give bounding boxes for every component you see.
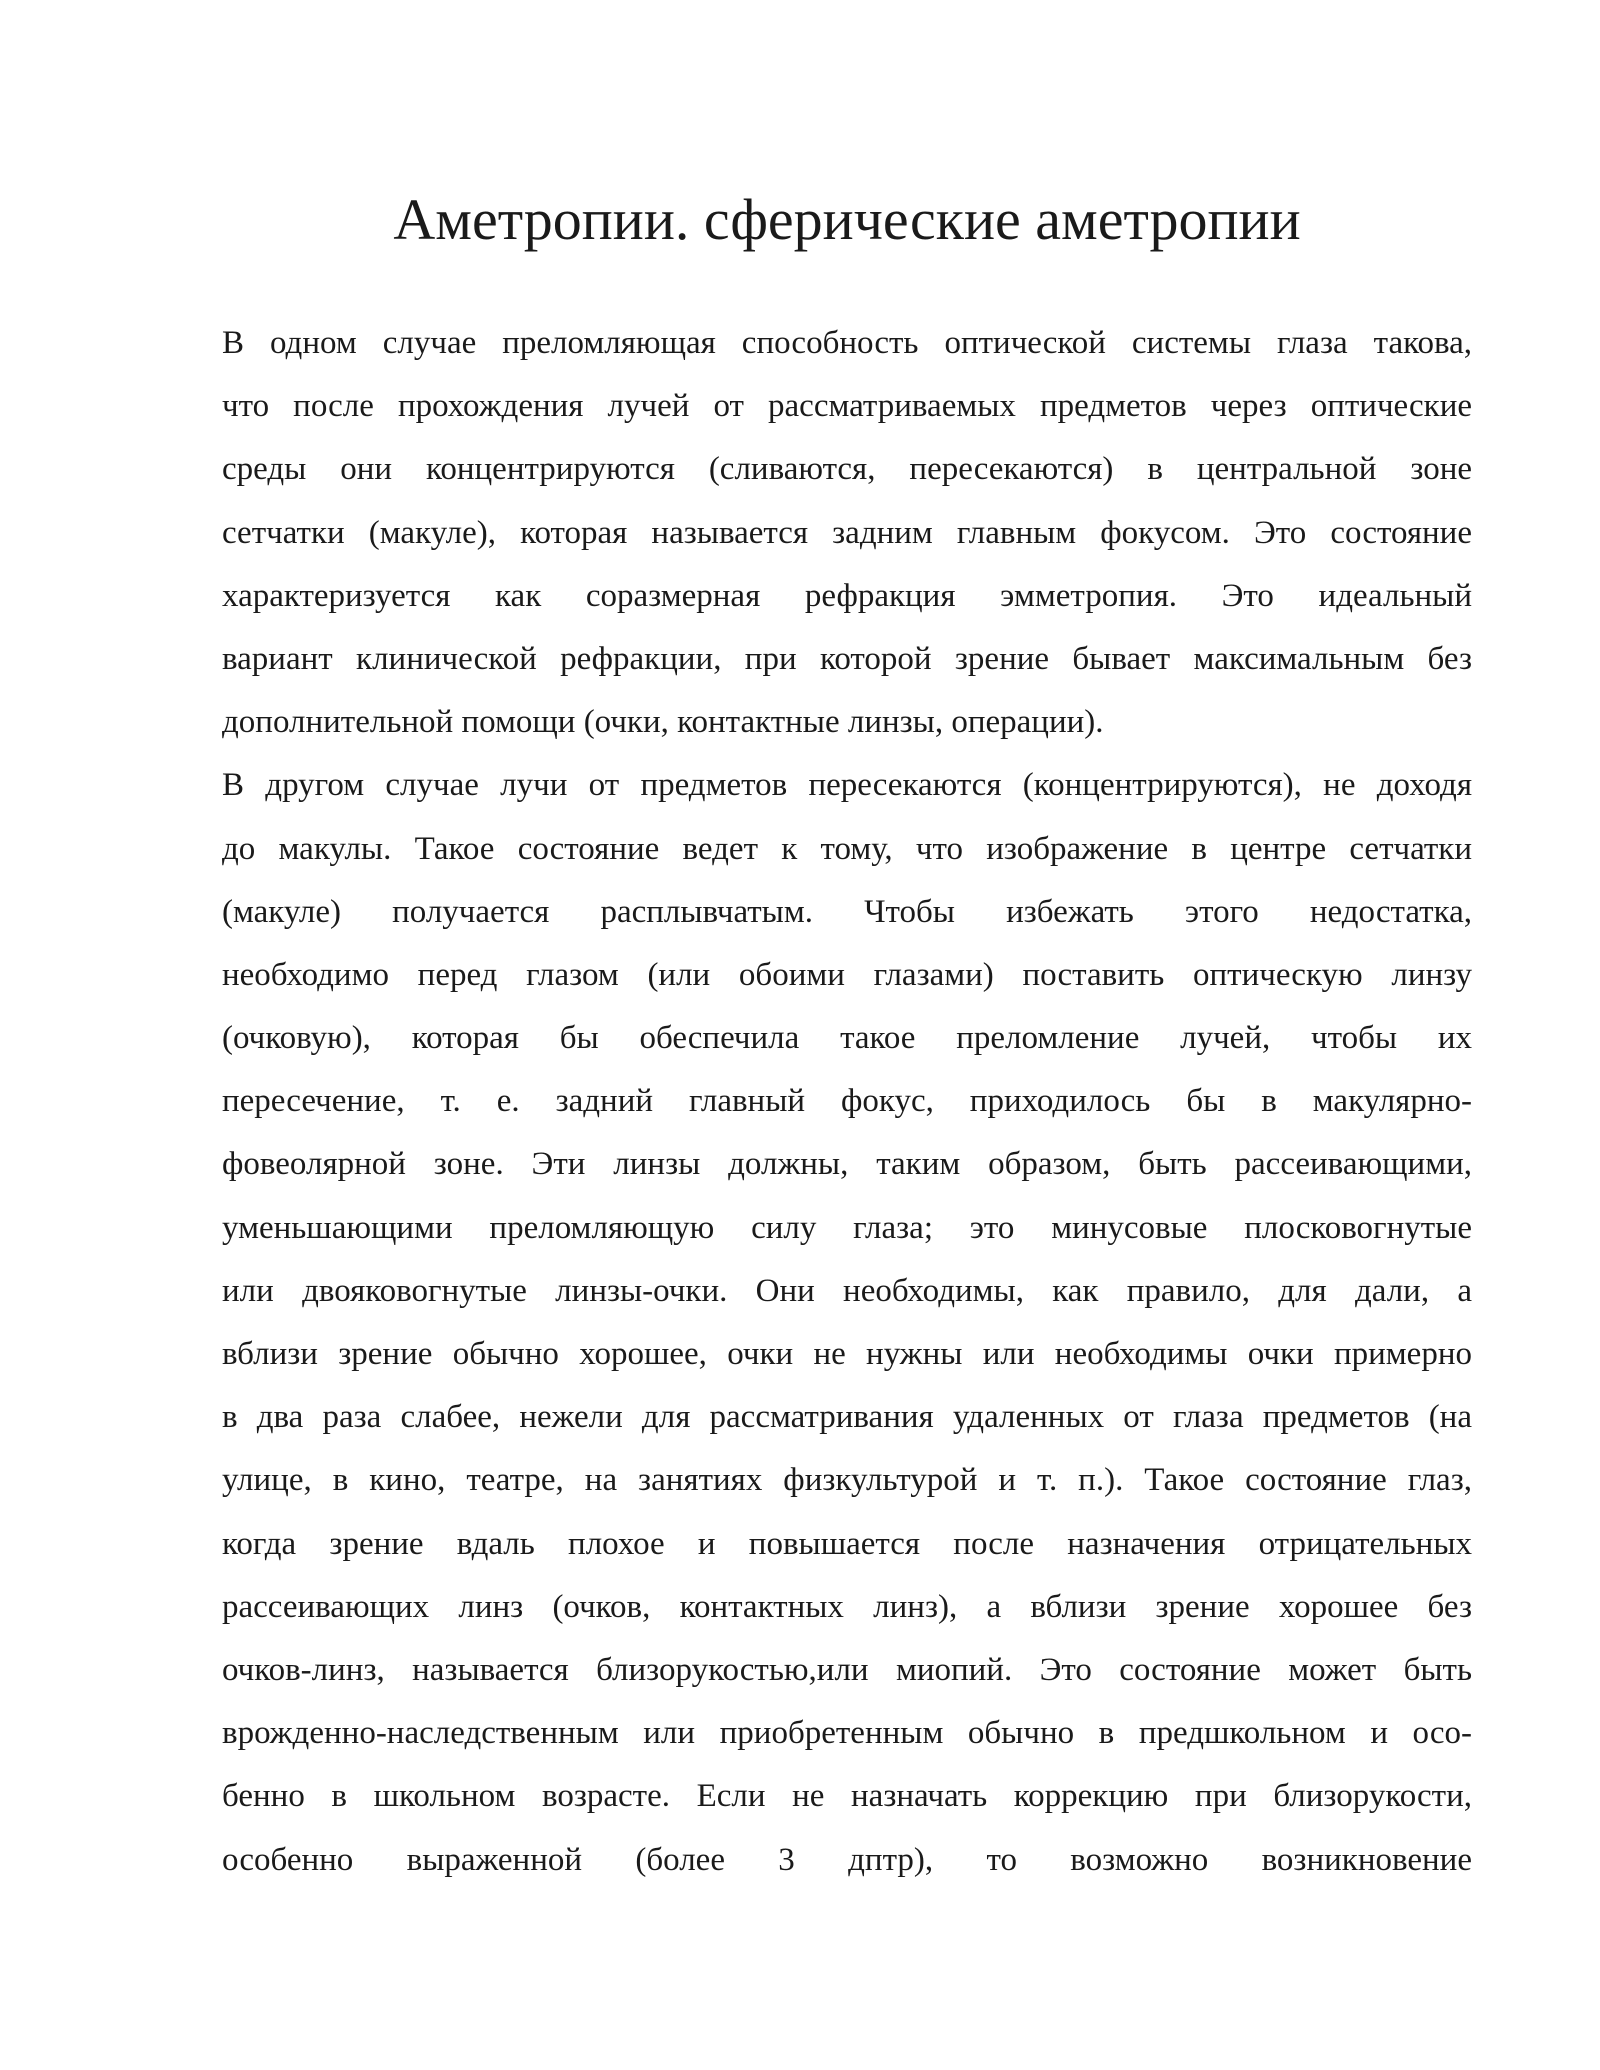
text-line: фовеолярной зоне. Эти линзы должны, таким образом, быть рассеивающими, (222, 1146, 1472, 1183)
text-line: что после прохождения лучей от рассматриваемых предметов через оптические (222, 388, 1472, 425)
text-line: рассеивающих линз (очков, контактных линз), а вблизи зрение хорошее без (222, 1588, 1472, 1625)
text-line: дополнительной помощи (очки, контактные линзы, операции). (222, 704, 1104, 741)
text-line: необходимо перед глазом (или обоими глазами) поставить оптическую линзу (222, 956, 1472, 993)
text-line: уменьшающими преломляющую силу глаза; это минусовые плосковогнутые (222, 1209, 1472, 1246)
text-line: характеризуется как соразмерная рефракция эмметропия. Это идеальный (222, 577, 1472, 614)
document-body (222, 312, 1472, 1892)
text-line: (очковую), которая бы обеспечила такое преломление лучей, чтобы их (222, 1020, 1472, 1057)
text-line: В одном случае преломляющая способность оптической системы глаза такова, (222, 325, 1472, 361)
text-line: сетчатки (макуле), которая называется задним главным фокусом. Это состояние (222, 514, 1472, 551)
text-line: вблизи зрение обычно хорошее, очки не нужны или необходимы очки примерно (222, 1336, 1472, 1372)
text-line: врожденно-наследственным или приобретенным обычно в предшкольном и осо- (222, 1715, 1472, 1752)
text-line: пересечение, т. е. задний главный фокус, приходилось бы в макулярно- (222, 1083, 1472, 1120)
text-line: (макуле) получается расплывчатым. Чтобы избежать этого недостатка, (222, 893, 1472, 930)
document-title: Аметропии. сферические аметропии (393, 187, 1301, 252)
text-line: когда зрение вдаль плохое и повышается после назначения отрицательных (222, 1525, 1472, 1562)
text-line: улице, в кино, театре, на занятиях физкультурой и т. п.). Такое состояние глаз, (222, 1462, 1472, 1499)
text-line: в два раза слабее, нежели для рассматривания удаленных от глаза предметов (на (222, 1399, 1472, 1436)
text-line: среды они концентрируются (сливаются, пересекаются) в центральной зоне (222, 451, 1472, 488)
text-line: бенно в школьном возрасте. Если не назначать коррекцию при близорукости, (222, 1778, 1472, 1815)
paragraph-myopia (222, 754, 1472, 1891)
text-line: особенно выраженной (более 3 дптр), то возможно возникновение (222, 1841, 1472, 1878)
text-line: очков-линз, называется близорукостью,или миопий. Это состояние может быть (222, 1651, 1472, 1688)
text-line: до макулы. Такое состояние ведет к тому, что изображение в центре сетчатки (222, 830, 1472, 867)
text-line: или двояковогнутые линзы-очки. Они необходимы, как правило, для дали, а (222, 1272, 1472, 1309)
paragraph-emmetropia (222, 312, 1472, 754)
text-line: вариант клинической рефракции, при которой зрение бывает максимальным без (222, 640, 1472, 677)
text-line: В другом случае лучи от предметов пересекаются (концентрируются), не доходя (222, 767, 1472, 804)
